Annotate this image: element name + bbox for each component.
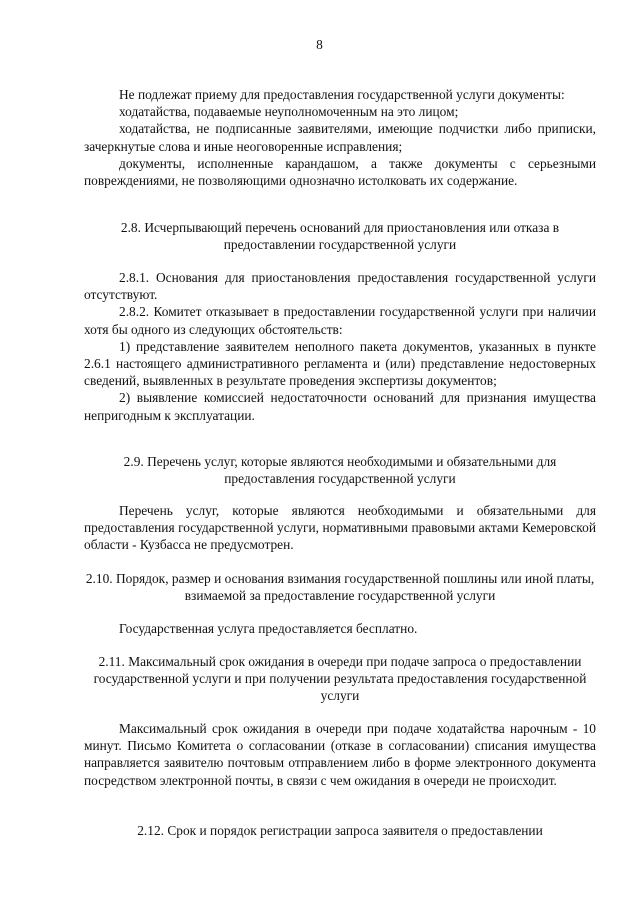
rejected-documents-block — [84, 86, 596, 189]
paragraph: документы, исполненные карандашом, а также документы с серьезными повреждениями, не позволяющими однозначно истолковать их содержание. — [84, 155, 596, 189]
section-heading-2-12: 2.12. Срок и порядок регистрации запроса заявителя о предоставлении — [137, 823, 543, 838]
section-heading-2-9: 2.9. Перечень услуг, которые являются необходимыми и обязательными для предоставления государственной услуги — [123, 454, 557, 487]
section-heading-2-11: 2.11. Максимальный срок ожидания в очереди при подаче запроса о предоставлении государственной услуги и при получении результата предоставления государственной услуги — [93, 654, 587, 704]
paragraph: 2.8.1. Основания для приостановления предоставления государственной услуги отсутствуют. — [84, 270, 596, 303]
section-2-9-body — [84, 502, 596, 554]
section-2-11-body — [84, 720, 596, 789]
paragraph: 2) выявление комиссией недостаточности оснований для признания имущества непригодным к эксплуатации. — [84, 390, 596, 423]
paragraph: ходатайства, подаваемые неуполномоченным на это лицом; — [119, 104, 459, 120]
paragraph: Перечень услуг, которые являются необходимыми и обязательными для предоставления государственной услуги, нормативными правовыми актами Кемеровской области - Кузбасса не предусмотрен. — [84, 503, 596, 553]
paragraph: Не подлежат приему для предоставления государственной услуги документы: — [119, 87, 565, 102]
paragraph: ходатайства, не подписанные заявителями, имеющие подчистки либо приписки, зачеркнутые слова и иные неоговоренные исправления; — [84, 121, 596, 154]
page-number: 8 — [316, 37, 323, 52]
paragraph: Государственная услуга предоставляется бесплатно. — [119, 621, 418, 636]
section-2-8-body — [84, 269, 596, 424]
paragraph: 1) представление заявителем неполного пакета документов, указанных в пункте 2.6.1 настоящего административного регламента и (или) представление недостоверных сведений, выявленных в результате проведения экспертизы документов; — [84, 338, 596, 389]
section-heading-2-10: 2.10. Порядок, размер и основания взимания государственной пошлины или иной платы, взимаемой за предоставление государственной услуги — [85, 571, 595, 604]
paragraph: Максимальный срок ожидания в очереди при подаче ходатайства нарочным - 10 минут. Письмо Комитета о согласовании (отказе в согласовании) списания имущества направляется заявителю почтовым отправлением либо в форме электронного документа посредством электронной почты, в связи с чем ожидания в очереди не происходит. — [84, 721, 596, 788]
section-2-10-body — [84, 620, 596, 637]
section-heading-2-8: 2.8. Исчерпывающий перечень оснований для приостановления или отказа в предоставлении государственной услуги — [120, 220, 560, 253]
paragraph: 2.8.2. Комитет отказывает в предоставлении государственной услуги при наличии хотя бы одного из следующих обстоятельств: — [84, 304, 596, 337]
